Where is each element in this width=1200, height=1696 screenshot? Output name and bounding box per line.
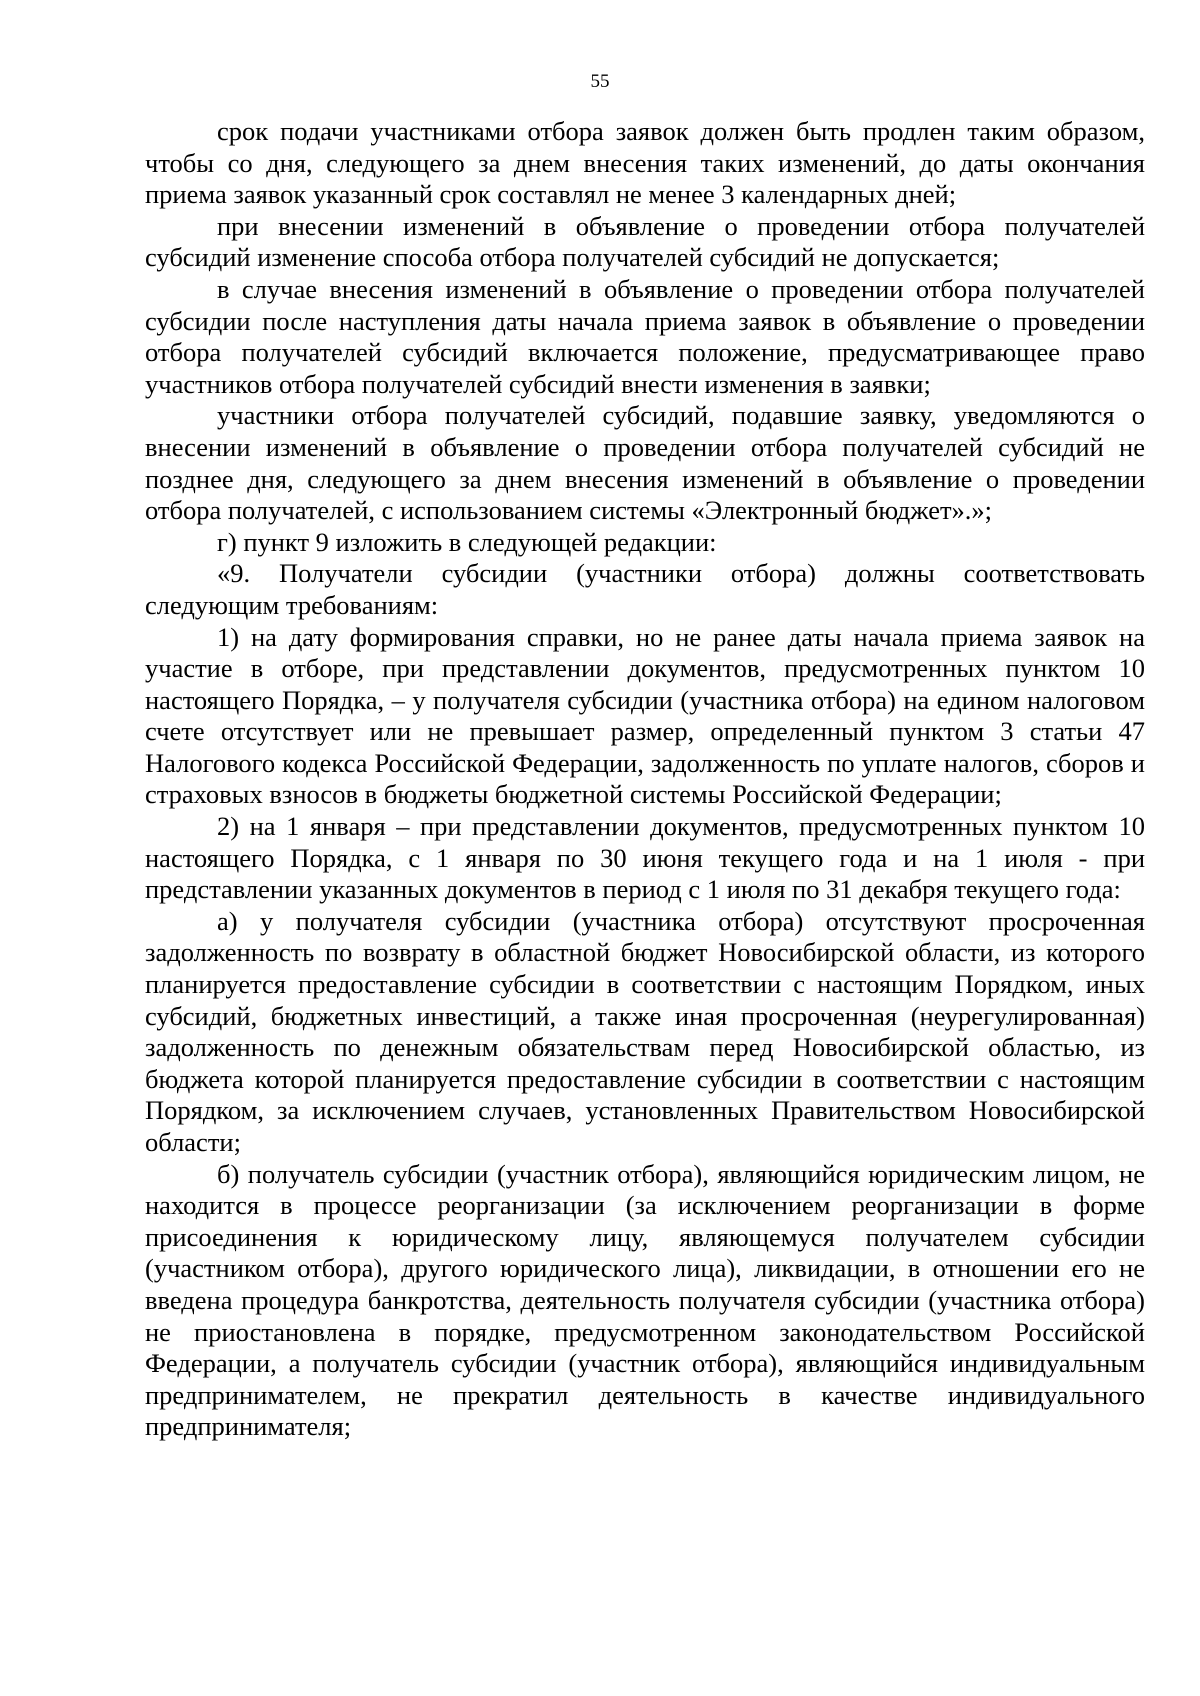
paragraph-item-9: «9. Получатели субсидии (участники отбора) должны соответствовать следующим требованиям: [145,558,1145,620]
paragraph-deadline-extension: срок подачи участниками отбора заявок должен быть продлен таким образом, чтобы со дня, следующего за днем внесения таких изменений, до даты окончания приема заявок указанный срок составлял не менее 3 календарных дней; [145,116,1145,210]
paragraph-application-changes: в случае внесения изменений в объявление о проведении отбора получателей субсидии после наступления даты начала приема заявок в объявление о проведении отбора получателей субсидий включается положение, предусматривающее право участников отбора получателей субсидий внести изменения в заявки; [145,273,1145,399]
page-number: 55 [590,71,610,92]
paragraph-requirement-2: 2) на 1 января – при представлении документов, предусмотренных пунктом 10 настоящего Порядка, с 1 января по 30 июня текущего года и на 1 июля - при представлении указанных документов в период с 1 июля по 31 декабря текущего года: [145,811,1145,905]
paragraph-participant-notice: участники отбора получателей субсидий, подавшие заявку, уведомляются о внесении изменений в объявление о проведении отбора получателей субсидий не позднее дня, следующего за днем внесения изменений в объявление о проведении отбора получателей, с использованием системы «Электронный бюджет».»; [145,400,1145,526]
document-body [145,116,1145,1443]
paragraph-clause-g: г) пункт 9 изложить в следующей редакции: [217,526,717,557]
paragraph-requirement-2a: а) у получателя субсидии (участника отбора) отсутствуют просроченная задолженность по возврату в областной бюджет Новосибирской области, из которого планируется предоставление субсидии в соответствии с настоящим Порядком, иных субсидий, бюджетных инвестиций, а также иная просроченная (неурегулированная) задолженность по денежным обязательствам перед Новосибирской областью, из бюджета которой планируется предоставление субсидии в соответствии с настоящим Порядком, за исключением случаев, установленных Правительством Новосибирской области; [145,905,1145,1157]
paragraph-requirement-2b: б) получатель субсидии (участник отбора), являющийся юридическим лицом, не находится в процессе реорганизации (за исключением реорганизации в форме присоединения к юридическому лицу, являющемуся получателем субсидии (участником отбора), другого юридического лица), ликвидации, в отношении его не введена процедура банкротства, деятельность получателя субсидии (участника отбора) не приостановлена в порядке, предусмотренном законодательством Российской Федерации, а получатель субсидии (участник отбора), являющийся индивидуальным предпринимателем, не прекратил деятельность в качестве индивидуального предпринимателя; [145,1158,1145,1442]
paragraph-selection-method: при внесении изменений в объявление о проведении отбора получателей субсидий изменение способа отбора получателей субсидий не допускается; [145,210,1145,273]
paragraph-requirement-1: 1) на дату формирования справки, но не ранее даты начала приема заявок на участие в отборе, при представлении документов, предусмотренных пунктом 10 настоящего Порядка, – у получателя субсидии (участника отбора) на едином налоговом счете отсутствует или не превышает размер, определенный пунктом 3 статьи 47 Налогового кодекса Российской Федерации, задолженность по уплате налогов, сборов и страховых взносов в бюджеты бюджетной системы Российской Федерации; [145,621,1145,810]
